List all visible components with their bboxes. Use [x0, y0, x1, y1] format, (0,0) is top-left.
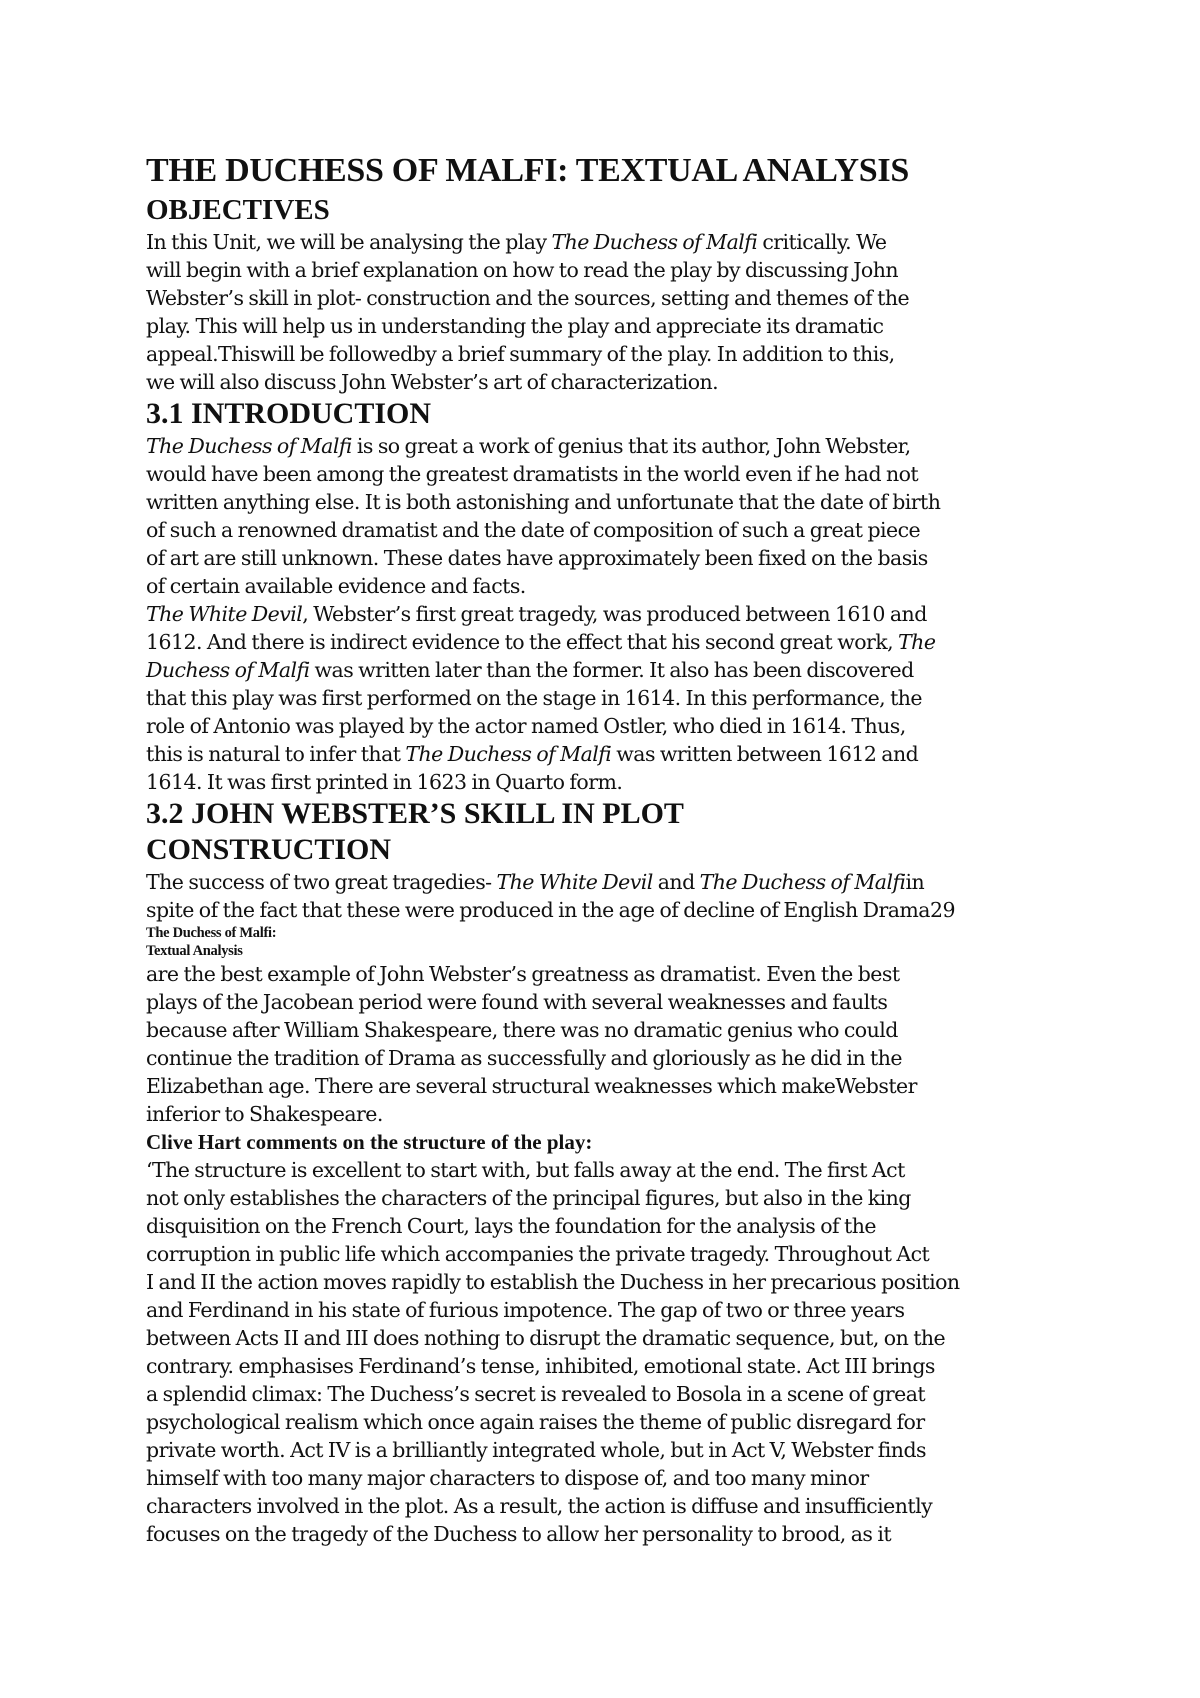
text-line: this is natural to infer that The Duchess of Malfi was written between 1612 and: [146, 742, 919, 766]
text-line: we will also discuss John Webster’s art of characterization.: [146, 370, 719, 394]
running-header-line1: The Duchess of Malfi:: [146, 925, 277, 941]
text-line: characters involved in the plot. As a result, the action is diffuse and insufficiently: [146, 1494, 933, 1518]
text-line: I and II the action moves rapidly to establish the Duchess in her precarious position: [146, 1270, 960, 1294]
text-line: 1614. It was first printed in 1623 in Quarto form.: [146, 770, 623, 794]
text-line: private worth. Act IV is a brilliantly integrated whole, but in Act V, Webster finds: [146, 1438, 926, 1462]
introduction-heading: 3.1 INTRODUCTION: [146, 397, 432, 430]
italic-title: The Duchess of Malfi: [551, 230, 758, 254]
plot-construction-heading: [146, 796, 986, 868]
objectives-paragraph: [146, 228, 986, 396]
objectives-heading: OBJECTIVES: [146, 194, 330, 226]
text-line: written anything else. It is both astonishing and unfortunate that the date of birth: [146, 490, 941, 514]
text-line: role of Antonio was played by the actor named Ostler, who died in 1614. Thus,: [146, 714, 906, 738]
text-line: Duchess of Malfi was written later than the former. It also has been discovered: [146, 658, 914, 682]
text-line: not only establishes the characters of the principal figures, but also in the king: [146, 1186, 911, 1210]
text-line: psychological realism which once again raises the theme of public disregard for: [146, 1410, 925, 1434]
text-line: focuses on the tragedy of the Duchess to allow her personality to brood, as it: [146, 1522, 892, 1546]
document-title: THE DUCHESS OF MALFI: TEXTUAL ANALYSIS: [146, 152, 909, 189]
plot-construction-continued: [146, 960, 986, 1128]
text-line: of certain available evidence and facts.: [146, 574, 526, 598]
plot-construction-heading-line1: 3.2 JOHN WEBSTER’S SKILL IN PLOT: [146, 797, 684, 830]
plot-construction-paragraph: [146, 868, 986, 924]
text-line: 1612. And there is indirect evidence to the effect that his second great work, The: [146, 630, 936, 654]
text-line: will begin with a brief explanation on how to read the play by discussing John: [146, 258, 899, 282]
text-line: are the best example of John Webster’s greatness as dramatist. Even the best: [146, 962, 900, 986]
text-line: would have been among the greatest dramatists in the world even if he had not: [146, 462, 919, 486]
introduction-paragraph: [146, 432, 986, 796]
italic-title: The: [898, 630, 936, 654]
italic-title: The Duchess of Malfi: [146, 434, 352, 458]
text-line: a splendid climax: The Duchess’s secret is revealed to Bosola in a scene of great: [146, 1382, 926, 1406]
text-line: spite of the fact that these were produced in the age of decline of English Drama29: [146, 898, 955, 922]
text-line: play. This will help us in understanding the play and appreciate its dramatic: [146, 314, 884, 338]
text-line: continue the tradition of Drama as successfully and gloriously as he did in the: [146, 1046, 902, 1070]
text-line: inferior to Shakespeare.: [146, 1102, 383, 1126]
text-line: corruption in public life which accompanies the private tragedy. Throughout Act: [146, 1242, 930, 1266]
clive-hart-heading: Clive Hart comments on the structure of the play:: [146, 1130, 593, 1154]
text-line: that this play was first performed on the stage in 1614. In this performance, the: [146, 686, 923, 710]
text-line: disquisition on the French Court, lays the foundation for the analysis of the: [146, 1214, 876, 1238]
plot-construction-heading-line2: CONSTRUCTION: [146, 833, 392, 866]
text-line: ‘The structure is excellent to start with, but falls away at the end. The first Act: [146, 1158, 905, 1182]
text-line: The White Devil, Webster’s first great tragedy, was produced between 1610 and: [146, 602, 927, 626]
text-line: Elizabethan age. There are several structural weaknesses which makeWebster: [146, 1074, 917, 1098]
running-header: [146, 924, 986, 960]
text-line: The Duchess of Malfi is so great a work of genius that its author, John Webster,: [146, 434, 911, 458]
text-line: of art are still unknown. These dates have approximately been fixed on the basis: [146, 546, 928, 570]
italic-title: The White Devil: [496, 870, 653, 894]
text-line: appeal.Thiswill be followedby a brief summary of the play. In addition to this,: [146, 342, 895, 366]
italic-title: The Duchess of Malfi: [699, 870, 906, 894]
running-header-line2: Textual Analysis: [146, 943, 243, 959]
text-line: The success of two great tragedies- The White Devil and The Duchess of Malfiin: [146, 870, 925, 894]
text-line: between Acts II and III does nothing to disrupt the dramatic sequence, but, on the: [146, 1326, 946, 1350]
text-line: himself with too many major characters to dispose of, and too many minor: [146, 1466, 869, 1490]
document-content: [146, 150, 986, 1548]
italic-title: Duchess of Malfi: [146, 658, 310, 682]
text-line: Webster’s skill in plot- construction and the sources, setting and themes of the: [146, 286, 910, 310]
text-line: and Ferdinand in his state of furious impotence. The gap of two or three years: [146, 1298, 905, 1322]
text-line: contrary. emphasises Ferdinand’s tense, inhibited, emotional state. Act III brings: [146, 1354, 935, 1378]
italic-title: The White Devil: [146, 602, 303, 626]
clive-hart-quote: [146, 1156, 986, 1548]
text-line: because after William Shakespeare, there was no dramatic genius who could: [146, 1018, 898, 1042]
text-line: plays of the Jacobean period were found with several weaknesses and faults: [146, 990, 888, 1014]
text-line: In this Unit, we will be analysing the play The Duchess of Malfi critically. We: [146, 230, 887, 254]
italic-title: The Duchess of Malfi: [405, 742, 612, 766]
text-line: of such a renowned dramatist and the date of composition of such a great piece: [146, 518, 921, 542]
